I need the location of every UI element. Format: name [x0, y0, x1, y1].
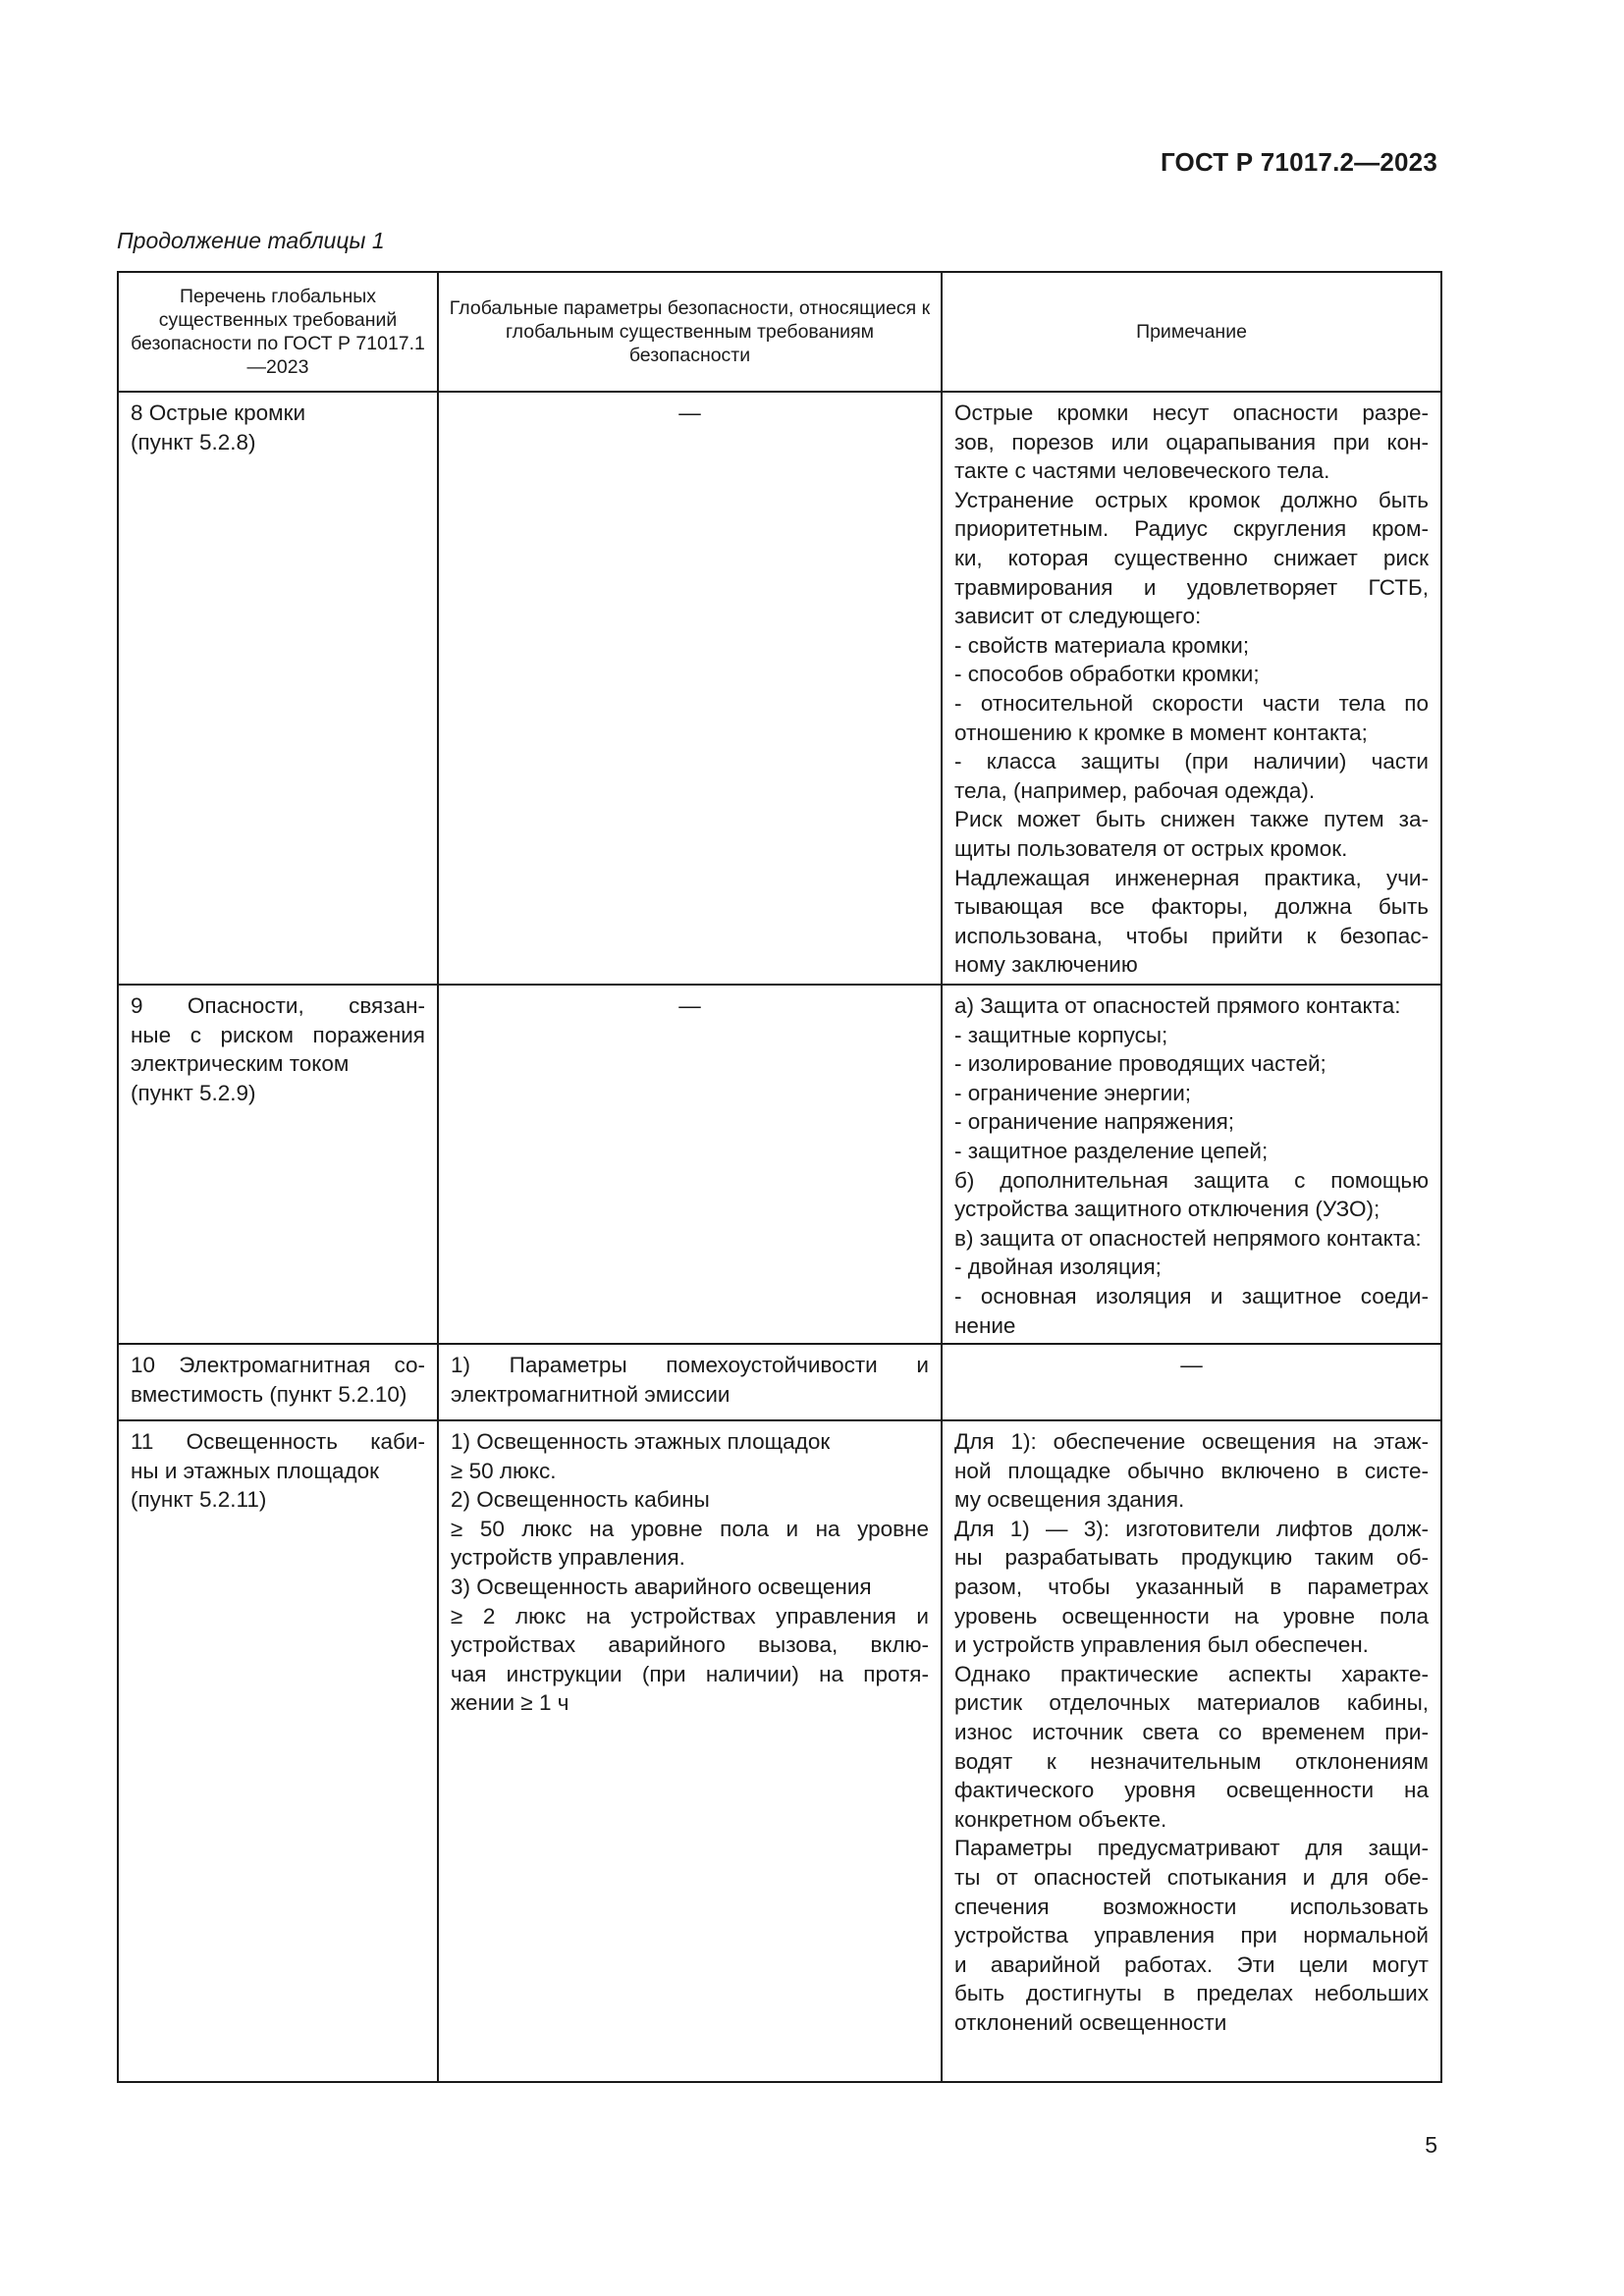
text-line: - защитные корпусы; [954, 1022, 1168, 1047]
text-line: Для 1) — 3): изготовители лифтов долж- [954, 1516, 1429, 1541]
text-line: устройства защитного отключения (УЗО); [954, 1197, 1380, 1222]
text-line: Однако практические аспекты характе- [954, 1661, 1429, 1686]
text-line: - ограничение энергии; [954, 1080, 1192, 1105]
header-parameters: Глобальные параметры безопасности, относящиеся к глобальным существенным требованиям безопасности [438, 272, 942, 392]
text-line: отношению к кромке в момент контакта; [954, 720, 1368, 745]
header-requirements: Перечень глобальных существенных требований безопасности по ГОСТ Р 71017.1—2023 [118, 272, 438, 392]
table-row [118, 1420, 1441, 2082]
text-line: Риск может быть снижен также путем за- [954, 807, 1429, 832]
text-line: 11 Освещенность каби- [131, 1429, 425, 1454]
table-row [118, 985, 1441, 1344]
text-line: чая инструкции (при наличии) на протя- [451, 1661, 929, 1686]
text-line: нение [954, 1312, 1016, 1338]
note-cell [942, 392, 1441, 985]
text-line: Для 1): обеспечение освещения на этаж- [954, 1429, 1429, 1454]
text-line: и устройств управления был обеспечен. [954, 1632, 1369, 1658]
text-line: 3) Освещенность аварийного освещения [451, 1574, 872, 1599]
text-line: уровень освещенности на уровне пола [954, 1603, 1429, 1629]
requirement-cell [118, 985, 438, 1344]
text-line: отклонений освещенности [954, 2009, 1227, 2035]
empty-dash: — [678, 993, 701, 1018]
table-row [118, 392, 1441, 985]
text-line: фактического уровня освещенности на [954, 1778, 1429, 1803]
text-line: - относительной скорости части тела по [954, 690, 1429, 716]
text-line: Надлежащая инженерная практика, учи- [954, 865, 1429, 890]
text-line: Острые кромки несут опасности разре- [954, 400, 1429, 425]
text-line: зависит от следующего: [954, 604, 1202, 629]
text-line: такте с частями человеческого тела. [954, 458, 1330, 484]
text-line: ты от опасностей спотыкания и для обе- [954, 1864, 1429, 1890]
parameters-cell [438, 985, 942, 1344]
text-line: ны и этажных площадок [131, 1458, 379, 1483]
text-line: б) дополнительная защита с помощью [954, 1167, 1429, 1193]
text-line: - основная изоляция и защитное соеди- [954, 1283, 1429, 1308]
text-line: конкретном объекте. [954, 1806, 1167, 1832]
requirements-table [117, 271, 1442, 2083]
parameters-cell [438, 392, 942, 985]
text-line: - изолирование проводящих частей; [954, 1051, 1326, 1077]
text-line: разом, чтобы указанный в параметрах [954, 1574, 1429, 1599]
text-line: ки, которая существенно снижает риск [954, 545, 1429, 570]
text-line: 10 Электромагнитная со- [131, 1353, 425, 1377]
text-line: - двойная изоляция; [954, 1255, 1162, 1280]
header-note: Примечание [942, 272, 1441, 392]
text-line: 9 Опасности, связан- [131, 993, 425, 1018]
empty-dash: — [1180, 1353, 1203, 1377]
text-line: ны разрабатывать продукцию таким об- [954, 1545, 1429, 1571]
text-line: а) Защита от опасностей прямого контакта: [954, 993, 1401, 1018]
text-line: - класса защиты (при наличии) части [954, 749, 1429, 774]
text-line: приоритетным. Радиус скругления кром- [954, 516, 1429, 542]
text-line: 1) Параметры помехоустойчивости и [451, 1353, 929, 1377]
requirement-cell [118, 392, 438, 985]
empty-dash: — [678, 400, 701, 425]
text-line: (пункт 5.2.9) [131, 1080, 256, 1105]
text-line: устройства управления при нормальной [954, 1923, 1429, 1949]
note-cell [942, 1344, 1441, 1420]
requirement-cell [118, 1344, 438, 1420]
parameters-cell [438, 1420, 942, 2082]
text-line: и аварийной работах. Эти цели могут [954, 1951, 1429, 1977]
text-line: вместимость (пункт 5.2.10) [131, 1381, 407, 1407]
parameters-cell [438, 1344, 942, 1420]
note-cell [942, 985, 1441, 1344]
text-line: ≥ 50 люкс на уровне пола и на уровне [451, 1516, 929, 1541]
text-line: (пункт 5.2.11) [131, 1487, 267, 1513]
text-line: тела, (например, рабочая одежда). [954, 777, 1316, 803]
text-line: ной площадке обычно включено в систе- [954, 1458, 1429, 1483]
text-line: - защитное разделение цепей; [954, 1138, 1269, 1163]
text-line: использована, чтобы прийти к безопас- [954, 923, 1429, 948]
text-line: 1) Освещенность этажных площадок [451, 1429, 831, 1454]
text-line: (пункт 5.2.8) [131, 429, 256, 454]
table-header-row [118, 272, 1441, 392]
text-line: устройств управления. [451, 1545, 685, 1571]
text-line: - свойств материала кромки; [954, 632, 1250, 658]
text-line: быть достигнуты в пределах небольших [954, 1981, 1429, 2006]
note-cell [942, 1420, 1441, 2082]
text-line: водят к незначительным отклонениям [954, 1748, 1429, 1774]
page-number: 5 [1425, 2132, 1437, 2158]
text-line: ≥ 50 люкс. [451, 1458, 557, 1483]
table-caption: Продолжение таблицы 1 [117, 228, 385, 253]
text-line: щиты пользователя от острых кромок. [954, 835, 1348, 861]
text-line: Устранение острых кромок должно быть [954, 487, 1429, 512]
text-line: в) защита от опасностей непрямого контакта: [954, 1225, 1422, 1251]
text-line: спечения возможности использовать [954, 1894, 1429, 1919]
text-line: ≥ 2 люкс на устройствах управления и [451, 1603, 929, 1629]
text-line: жении ≥ 1 ч [451, 1690, 569, 1716]
text-line: 8 Острые кромки [131, 400, 306, 425]
requirement-cell [118, 1420, 438, 2082]
document-id: ГОСТ Р 71017.2—2023 [1160, 147, 1437, 177]
text-line: зов, порезов или оцарапывания при кон- [954, 429, 1429, 454]
text-line: износ источник света со временем при- [954, 1719, 1429, 1744]
text-line: ному заключению [954, 952, 1138, 978]
text-line: электрическим током [131, 1051, 350, 1077]
text-line: 2) Освещенность кабины [451, 1487, 710, 1513]
text-line: тывающая все факторы, должна быть [954, 894, 1429, 920]
text-line: му освещения здания. [954, 1487, 1185, 1513]
text-line: устройствах аварийного вызова, вклю- [451, 1632, 929, 1658]
text-line: - ограничение напряжения; [954, 1109, 1235, 1135]
text-line: ные с риском поражения [131, 1022, 425, 1047]
text-line: ристик отделочных материалов кабины, [954, 1690, 1429, 1716]
text-line: - способов обработки кромки; [954, 662, 1260, 687]
table-row [118, 1344, 1441, 1420]
text-line: травмирования и удовлетворяет ГСТБ, [954, 574, 1429, 600]
text-line: Параметры предусматривают для защи- [954, 1836, 1429, 1861]
text-line: электромагнитной эмиссии [451, 1381, 731, 1407]
